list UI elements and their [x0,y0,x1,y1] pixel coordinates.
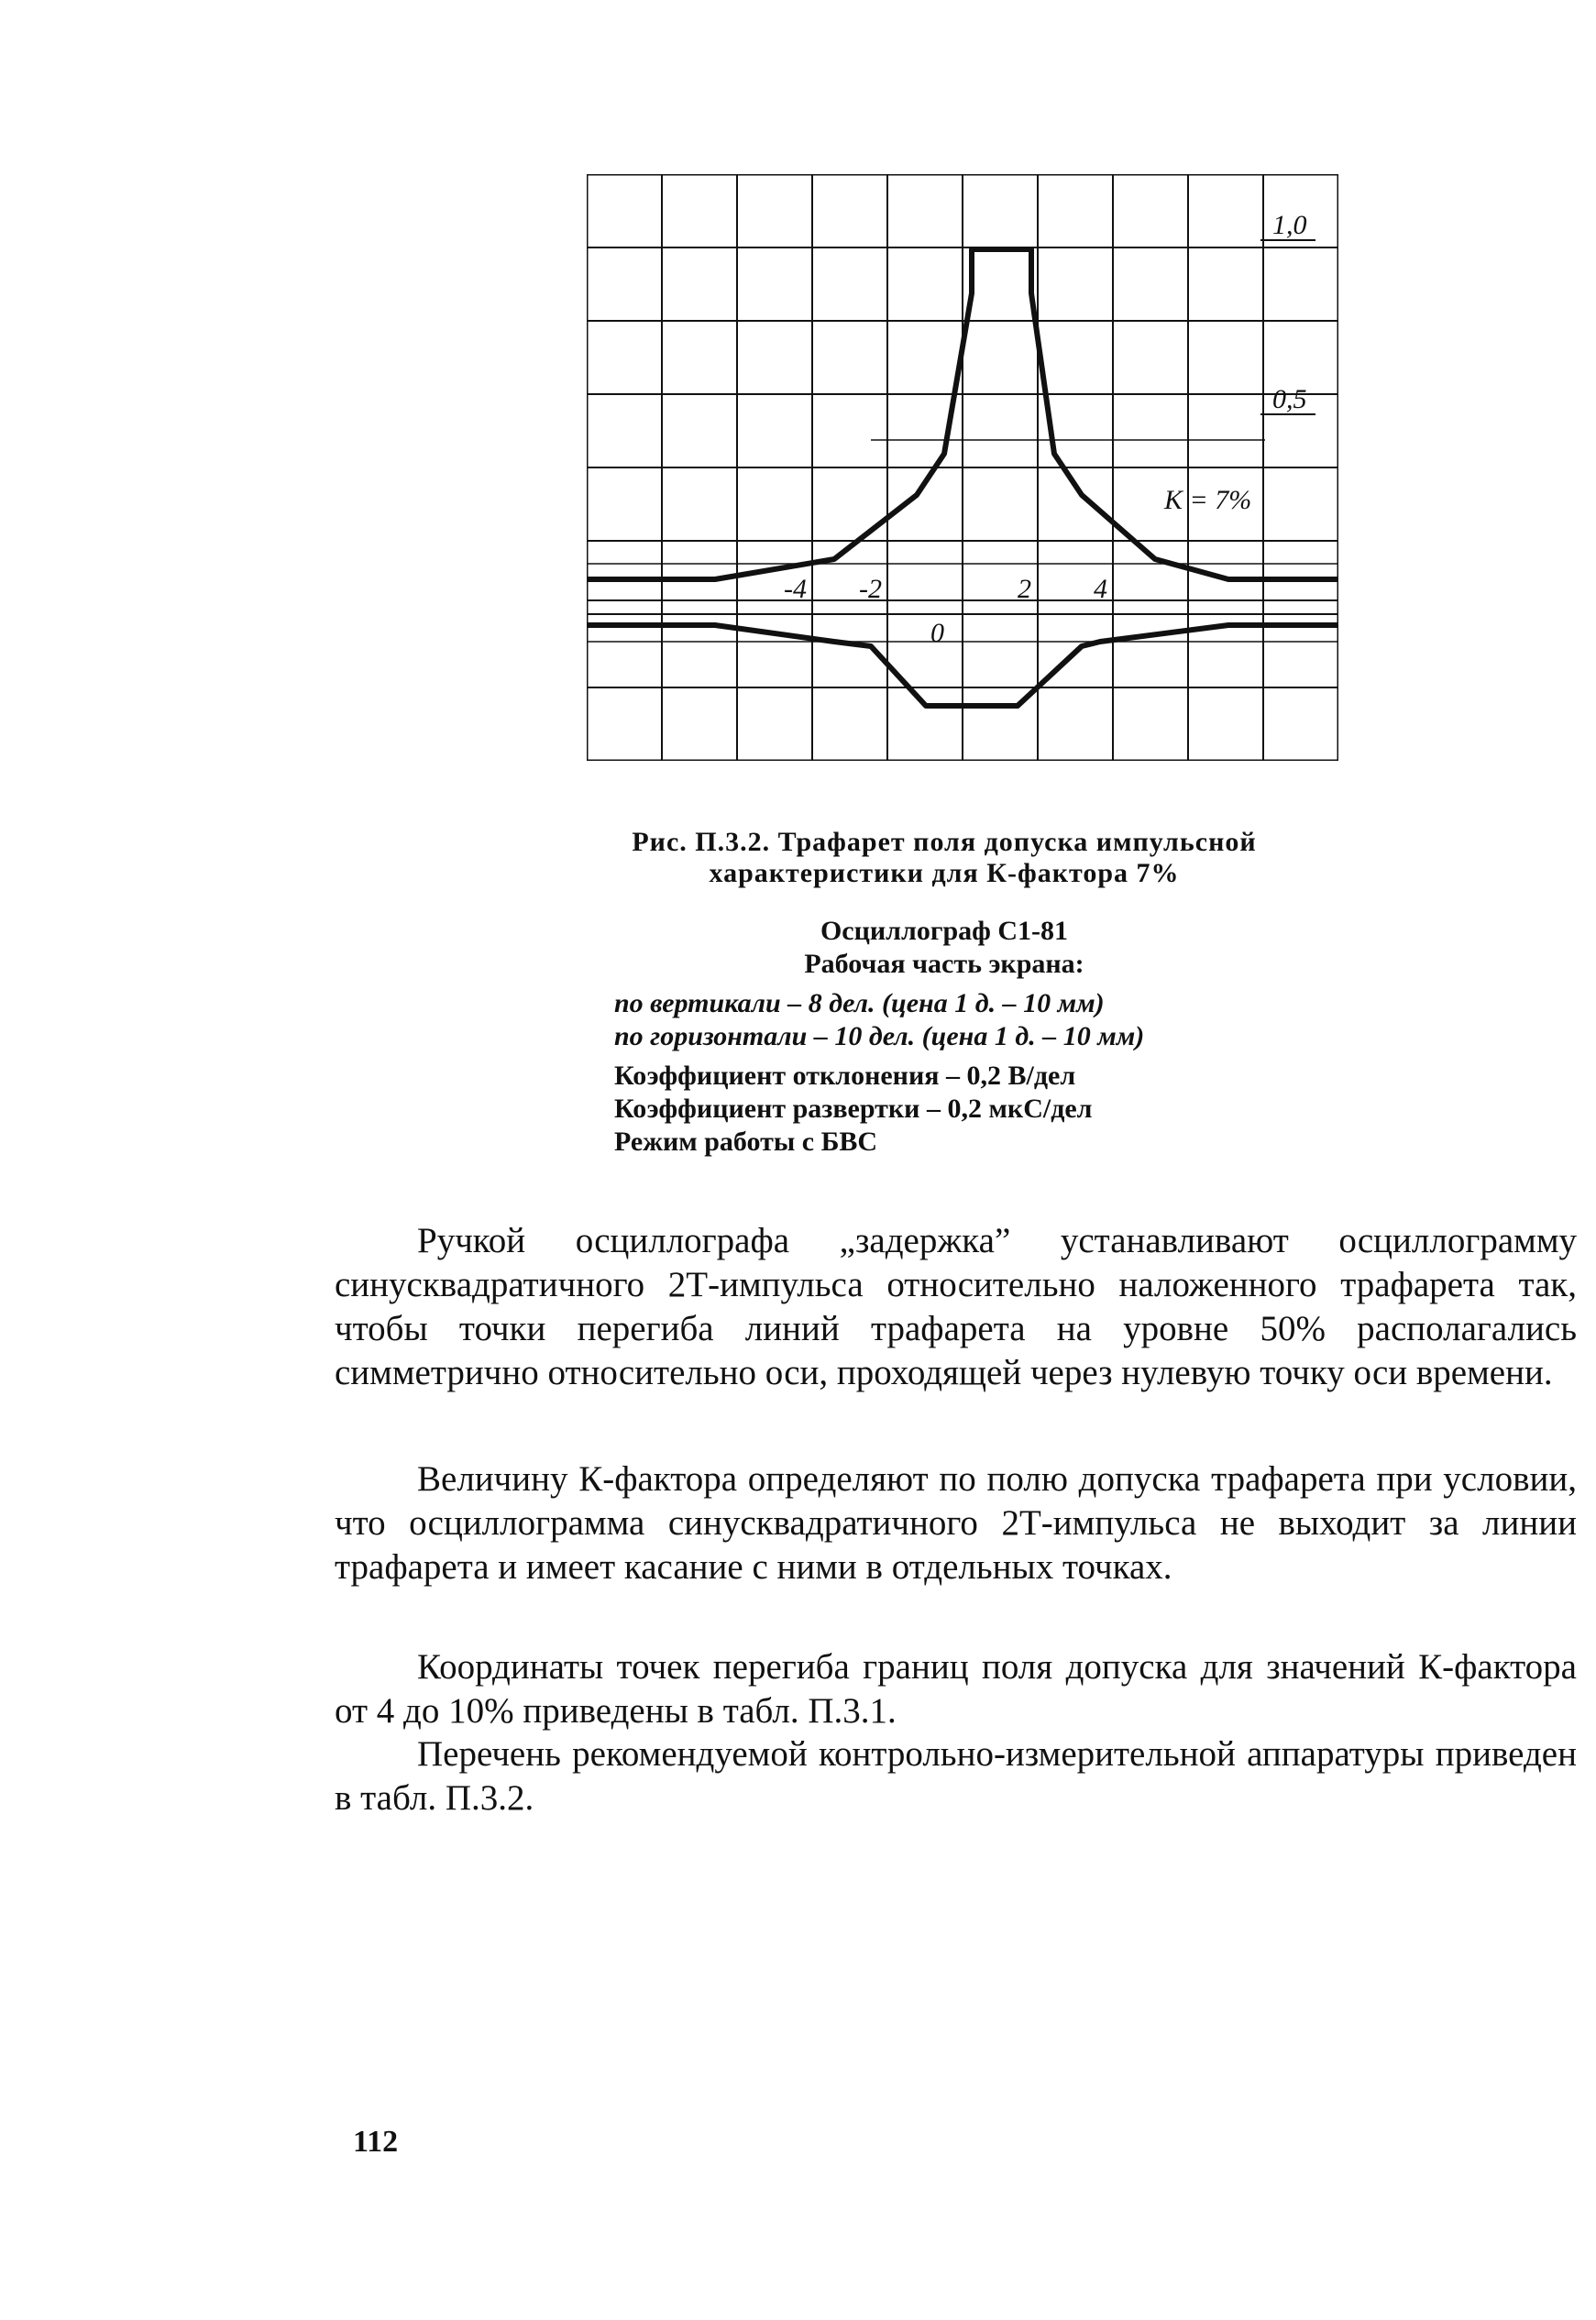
figure-caption-line-1: Рис. П.3.2. Трафарет поля допуска импульсной [632,827,1257,857]
x-label-minus-4: -4 [784,574,807,604]
deflection-coefficient: Коэффициент отклонения – 0,2 В/дел [614,1061,1076,1091]
horizontal-divisions: по горизонтали – 10 дел. (цена 1 д. – 10 мм) [614,1021,1145,1051]
work-area-heading: Рабочая часть экрана: [804,949,1084,979]
sweep-coefficient: Коэффициент развертки – 0,2 мкС/дел [614,1094,1093,1124]
page-number: 112 [353,2125,399,2159]
x-label-4: 4 [1094,574,1107,604]
paragraph-3: Координаты точек перегиба границ поля допуска для значений К-фактора от 4 до 10% приведены в табл. П.3.1. [335,1647,1577,1731]
paragraph-1: Ручкой осциллографа „задержка” устанавливают осциллограмму синусквадратичного 2Т-импульса относительно наложенного трафарета так, чтобы точки перегиба линий трафарета на уровне 50% располагались симметрично относительно оси, проходящей через нулевую точку оси времени. [335,1221,1577,1392]
x-label-2: 2 [1018,574,1031,604]
paragraph-4: Перечень рекомендуемой контрольно-измерительной аппаратуры приведен в табл. П.3.2. [335,1734,1577,1818]
vertical-divisions: по вертикали – 8 дел. (цена 1 д. – 10 мм) [614,988,1105,1018]
tolerance-template-svg [587,174,1338,761]
y-label-1-0: 1,0 [1272,210,1307,240]
tolerance-template-figure [587,174,1338,761]
oscilloscope-grid [587,174,1338,761]
k-factor-label: K = 7% [1164,485,1252,515]
figure-caption-line-2: характеристики для К-фактора 7% [709,858,1180,888]
operating-mode: Режим работы с БВС [614,1127,878,1157]
x-label-zero: 0 [930,618,944,648]
paragraph-2: Величину К-фактора определяют по полю допуска трафарета при условии, что осциллограмма синусквадратичного 2Т-импульса не выходит за линии трафарета и имеет касание с ними в отдельных точках. [335,1459,1577,1587]
y-label-0-5: 0,5 [1272,384,1307,414]
x-label-minus-2: -2 [859,574,882,604]
oscilloscope-name: Осциллограф С1-81 [820,916,1069,946]
